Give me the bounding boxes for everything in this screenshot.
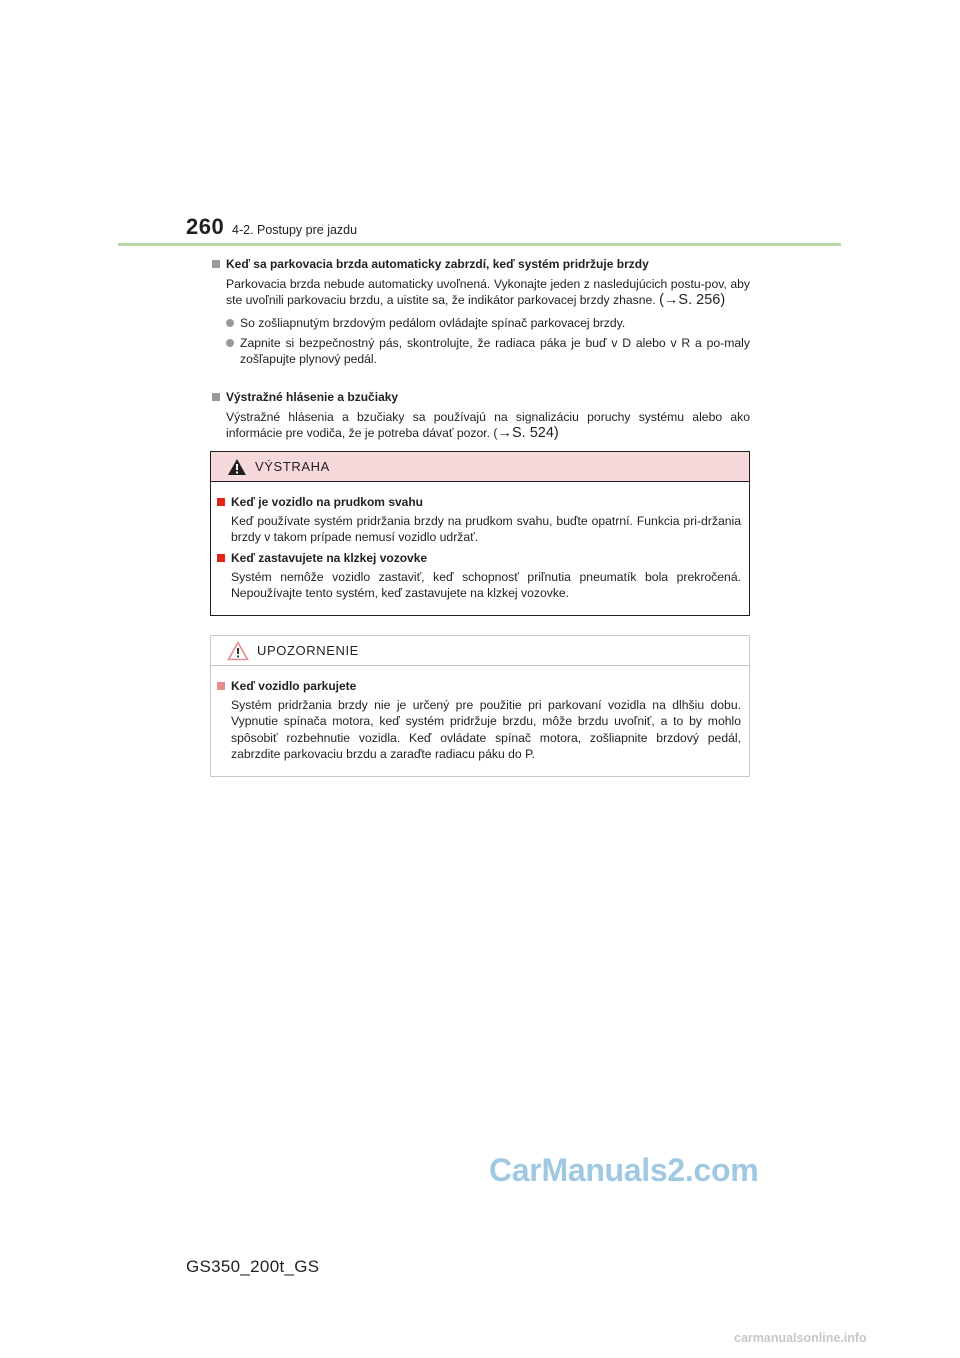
round-bullet-icon xyxy=(226,319,234,327)
section-heading xyxy=(212,389,750,405)
warning-box xyxy=(210,451,750,616)
warning-item-heading xyxy=(217,550,741,566)
warning-title: VÝSTRAHA xyxy=(255,459,330,474)
caution-header xyxy=(211,636,749,666)
page-number: 260 xyxy=(186,214,225,239)
warning-item-heading-text: Keď zastavujete na klzkej vozovke xyxy=(231,550,428,565)
section-title: 4-2. Postupy pre jazdu xyxy=(232,223,358,237)
warning-item-text: Systém nemôže vozidlo zastaviť, keď schopnosť priľnutia pneumatík bola prekročená. Nepoužívajte tento systém, keď zastavujete na klzkej vozovke. xyxy=(231,569,741,600)
round-bullet-icon xyxy=(226,339,234,347)
list-item xyxy=(212,335,750,368)
square-bullet-icon xyxy=(217,554,225,562)
header-divider xyxy=(118,243,841,246)
caution-item-heading-text: Keď vozidlo parkujete xyxy=(231,679,357,693)
square-bullet-icon xyxy=(212,393,220,401)
list-item-text: So zošliapnutým brzdovým pedálom ovládajte spínač parkovacej brzdy. xyxy=(240,315,626,330)
warning-header xyxy=(211,452,749,482)
arrow-icon: → xyxy=(497,425,512,442)
list-item-text: Zapnite si bezpečnostný pás, skontrolujte, že radiaca páka je buď v D alebo v R a po-maly zošľapujte plynový pedál. xyxy=(240,335,750,367)
square-bullet-icon xyxy=(217,682,225,690)
warning-item-heading xyxy=(217,494,741,510)
warning-content xyxy=(211,482,749,615)
section-heading-text: Keď sa parkovacia brzda automaticky zabrzdí, keď systém pridržuje brzdy xyxy=(226,257,649,271)
caution-title: UPOZORNENIE xyxy=(257,643,359,658)
arrow-icon: → xyxy=(663,292,679,309)
section-paragraph xyxy=(212,409,750,442)
caution-item-heading xyxy=(217,678,741,694)
page-reference-text: S. 256) xyxy=(678,292,726,309)
page-reference[interactable] xyxy=(498,425,559,441)
square-bullet-icon xyxy=(212,260,220,268)
caution-content xyxy=(211,666,749,776)
square-bullet-icon xyxy=(217,498,225,506)
caution-triangle-icon xyxy=(227,641,249,661)
list-item xyxy=(212,315,750,331)
paragraph-text: Parkovacia brzda nebude automaticky uvoľnená. Vykonajte jeden z nasledujúcich postu-pov, aby ste uvoľnili parkovaciu brzdu, a uistite sa, že indikátor parkovacej brzdy zhasne. xyxy=(226,277,750,308)
caution-box xyxy=(210,635,750,777)
carmanuals-logo: CarManuals2.com xyxy=(489,1152,759,1188)
site-watermark: carmanualsonline.info xyxy=(734,1331,867,1345)
warning-item-text: Keď používate systém pridržania brzdy na prudkom svahu, buďte opatrní. Funkcia pri-držania brzdy v takom prípade nemusí vozidlo udržať. xyxy=(231,514,741,545)
section-parking-brake xyxy=(212,256,750,367)
warning-item-heading-text: Keď je vozidlo na prudkom svahu xyxy=(231,495,423,509)
caution-item-text: Systém pridržania brzdy nie je určený pre použitie pri parkovaní vozidla na dlhšiu dobu. Vypnutie spínača motora, keď systém pridržuje brzdu, môže brzdu uvoľniť, a to by mohlo spôsobiť rozbehnutie vozidla. Keď ovládate spínač motora, zošliapnite brzdový pedál, zabrzdite parkovaciu brzdu a zaraďte radiacu páku do P. xyxy=(231,698,741,761)
section-warning-messages xyxy=(212,389,750,442)
page-reference-text: S. 524) xyxy=(512,425,559,442)
section-paragraph xyxy=(212,276,750,309)
section-heading-text: Výstražné hlásenie a bzučiaky xyxy=(226,390,399,404)
paragraph-text: Výstražné hlásenia a bzučiaky sa používajú na signalizáciu poruchy systému alebo ako informácie pre vodiča, že je potreba dávať pozor. ( xyxy=(226,410,750,441)
page-reference-prefix: ( xyxy=(659,292,664,309)
warning-triangle-icon xyxy=(227,458,247,476)
page-reference[interactable] xyxy=(659,292,725,308)
section-heading xyxy=(212,256,750,272)
model-code: GS350_200t_GS xyxy=(186,1257,320,1276)
